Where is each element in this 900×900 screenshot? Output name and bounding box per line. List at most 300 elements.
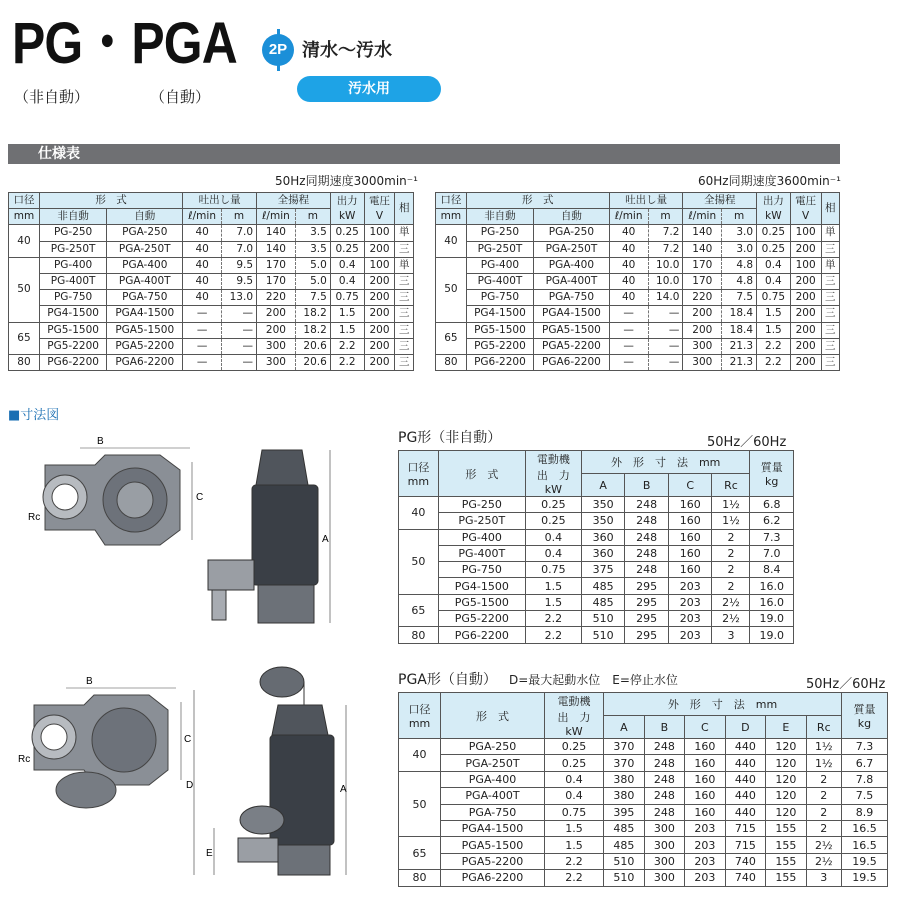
cell-auto-model: PGA5-1500 (534, 322, 610, 338)
cell-auto-model: PGA-250 (107, 225, 183, 241)
cell-non-auto-model: PG5-1500 (39, 322, 106, 338)
label-Rc: Rc (18, 754, 31, 765)
cell-b: 248 (625, 562, 669, 578)
cell-voltage: 200 (790, 241, 821, 257)
cell-model: PGA-750 (441, 804, 545, 820)
cell-output: 0.4 (330, 273, 364, 289)
cell-kg: 19.0 (750, 627, 794, 643)
cell-head: 20.6 (295, 338, 330, 354)
th-A: A (581, 474, 625, 497)
table-row (436, 273, 840, 289)
table-row (399, 513, 794, 529)
th-non-auto: 非自動 (39, 209, 106, 225)
cell-b: 248 (644, 755, 685, 771)
cell-kw: 1.5 (525, 578, 581, 594)
cell-output: 0.25 (330, 225, 364, 241)
cell-kw: 2.2 (544, 853, 603, 869)
cell-non-auto-model: PG-250T (466, 241, 533, 257)
cell-output: 0.4 (757, 257, 791, 273)
cell-head: 10.0 (648, 257, 683, 273)
cell-c: 203 (668, 611, 712, 627)
cell-bore: 50 (399, 771, 441, 837)
cell-model: PGA-250T (441, 755, 545, 771)
th-outer: 外 形 寸 法 mm (604, 693, 842, 716)
cell-model: PG4-1500 (438, 578, 525, 594)
cell-d: 440 (725, 804, 766, 820)
cell-discharge: 40 (609, 273, 648, 289)
th-output: 出力 kW (757, 193, 791, 225)
cell-kg: 7.5 (841, 788, 887, 804)
cell-bore: 50 (9, 257, 40, 322)
cell-discharge: 40 (183, 273, 222, 289)
cell-head: 7.2 (648, 241, 683, 257)
table-row (399, 837, 888, 853)
cell-a: 510 (604, 870, 645, 886)
cell-bore: 65 (9, 322, 40, 354)
dimension-heading: ■ 寸法図 (8, 404, 59, 423)
cell-discharge: 200 (257, 322, 296, 338)
cell-c: 160 (668, 497, 712, 513)
cell-non-auto-model: PG-250T (39, 241, 106, 257)
cell-phase: 三 (395, 306, 414, 322)
cell-kw: 2.2 (525, 627, 581, 643)
table-row (399, 853, 888, 869)
table-row (399, 545, 794, 561)
cell-c: 160 (668, 513, 712, 529)
cell-kw: 2.2 (525, 611, 581, 627)
cell-c: 203 (685, 837, 726, 853)
cell-non-auto-model: PG4-1500 (39, 306, 106, 322)
cell-head: 18.4 (722, 322, 757, 338)
th-head: 全揚程 (257, 193, 331, 209)
cell-output: 1.5 (330, 306, 364, 322)
cell-model: PGA-400T (441, 788, 545, 804)
cell-d: 440 (725, 739, 766, 755)
cell-b: 248 (625, 545, 669, 561)
table-row (399, 820, 888, 836)
cell-discharge: 140 (683, 225, 722, 241)
cell-e: 120 (766, 771, 807, 787)
cell-e: 120 (766, 739, 807, 755)
cell-a: 350 (581, 513, 625, 529)
pga-dimension-figure (16, 660, 386, 890)
th-model: 形 式 (466, 193, 609, 209)
cell-phase: 三 (821, 322, 839, 338)
th-B: B (644, 716, 685, 739)
cell-rc: 3 (712, 627, 750, 643)
th-head-unit: m (722, 209, 757, 225)
cell-discharge: — (183, 322, 222, 338)
cell-rc: 2 (806, 788, 841, 804)
cell-discharge: — (609, 322, 648, 338)
pg-dimension-figure (20, 430, 390, 640)
table-row (399, 497, 794, 513)
th-phase: 相 (821, 193, 839, 225)
table-row (9, 338, 414, 354)
cell-bore: 40 (399, 739, 441, 772)
cell-head: 5.0 (295, 273, 330, 289)
th-head-unit: m (222, 209, 257, 225)
table-row (436, 306, 840, 322)
cell-discharge: 300 (257, 354, 296, 370)
cell-bore: 80 (9, 354, 40, 370)
cell-non-auto-model: PG6-2200 (39, 354, 106, 370)
cell-discharge: 200 (683, 306, 722, 322)
cell-kw: 0.75 (544, 804, 603, 820)
table-row (9, 306, 414, 322)
cell-kg: 6.2 (750, 513, 794, 529)
cell-discharge: 40 (609, 257, 648, 273)
cell-head: 4.8 (722, 257, 757, 273)
cell-head: 3.0 (722, 241, 757, 257)
pga-dims-title: PGA形（自動） (398, 672, 497, 688)
pg-dims-title: PG形（非自動） (398, 430, 502, 446)
cell-auto-model: PGA-250T (534, 241, 610, 257)
cell-head: — (222, 306, 257, 322)
cell-bore: 40 (399, 497, 439, 530)
th-motor-output: 電動機 出 力 kW (525, 451, 581, 497)
cell-discharge: 40 (183, 241, 222, 257)
table-row (399, 611, 794, 627)
cell-output: 0.75 (757, 290, 791, 306)
table-row (9, 257, 414, 273)
cell-output: 2.2 (330, 354, 364, 370)
th-voltage: 電圧 V (364, 193, 395, 225)
cell-bore: 40 (436, 225, 467, 257)
table-row (436, 225, 840, 241)
table-row (399, 627, 794, 643)
cell-rc: 1½ (712, 513, 750, 529)
table-row (399, 594, 794, 610)
cell-c: 160 (685, 755, 726, 771)
cell-kw: 1.5 (525, 594, 581, 610)
th-bore-unit: mm (9, 209, 40, 225)
th-B: B (625, 474, 669, 497)
cell-non-auto-model: PG-750 (39, 290, 106, 306)
subtitle-auto: （自動） (150, 88, 211, 106)
cell-voltage: 200 (790, 322, 821, 338)
cell-model: PG5-1500 (438, 594, 525, 610)
cell-kw: 0.4 (525, 529, 581, 545)
cell-rc: 2 (712, 562, 750, 578)
table-row (436, 322, 840, 338)
cell-discharge: 40 (609, 225, 648, 241)
cell-voltage: 200 (364, 306, 395, 322)
cell-model: PGA-250 (441, 739, 545, 755)
cell-output: 2.2 (330, 338, 364, 354)
cell-kw: 0.25 (525, 497, 581, 513)
th-outer: 外 形 寸 法 mm (581, 451, 750, 474)
th-bore: 口径 mm (399, 451, 439, 497)
spec50-hz-label: 50Hz同期速度3000min⁻¹ (275, 174, 418, 188)
cell-kw: 1.5 (544, 820, 603, 836)
cell-bore: 50 (399, 529, 439, 594)
cell-model: PGA-400 (441, 771, 545, 787)
cell-head: 18.4 (722, 306, 757, 322)
th-auto: 自動 (107, 209, 183, 225)
cell-discharge: 300 (683, 354, 722, 370)
pga-side-view (194, 667, 346, 875)
cell-a: 370 (604, 739, 645, 755)
label-C: C (184, 734, 192, 745)
cell-non-auto-model: PG6-2200 (466, 354, 533, 370)
cell-output: 2.2 (757, 354, 791, 370)
table-row (9, 241, 414, 257)
label-Rc: Rc (28, 512, 41, 523)
cell-auto-model: PGA-250T (107, 241, 183, 257)
cell-voltage: 200 (364, 273, 395, 289)
cell-rc: 2½ (806, 853, 841, 869)
cell-bore: 65 (399, 594, 439, 627)
two-pole-badge: 2P (262, 34, 294, 66)
pg-side-view (208, 450, 330, 623)
cell-auto-model: PGA5-1500 (107, 322, 183, 338)
cell-kg: 7.3 (841, 739, 887, 755)
th-mass: 質量 kg (750, 451, 794, 497)
cell-rc: 2 (806, 820, 841, 836)
cell-non-auto-model: PG5-2200 (39, 338, 106, 354)
table-row (436, 338, 840, 354)
cell-output: 0.25 (330, 241, 364, 257)
spec-table-50hz (8, 192, 414, 371)
cell-c: 203 (685, 870, 726, 886)
cell-voltage: 200 (364, 338, 395, 354)
th-bore-unit: mm (436, 209, 467, 225)
cell-phase: 三 (395, 322, 414, 338)
cell-phase: 三 (395, 290, 414, 306)
th-bore: 口径 mm (399, 693, 441, 739)
cell-b: 295 (625, 578, 669, 594)
cell-c: 160 (685, 804, 726, 820)
cell-a: 485 (581, 594, 625, 610)
th-auto: 自動 (534, 209, 610, 225)
label-B: B (97, 436, 104, 447)
cell-a: 485 (581, 578, 625, 594)
th-bore: 口径 (436, 193, 467, 209)
cell-kw: 0.25 (544, 755, 603, 771)
cell-auto-model: PGA-750 (107, 290, 183, 306)
cell-discharge: 170 (257, 257, 296, 273)
cell-b: 248 (644, 771, 685, 787)
cell-auto-model: PGA4-1500 (534, 306, 610, 322)
cell-auto-model: PGA4-1500 (107, 306, 183, 322)
pg-dims-table (398, 450, 794, 644)
cell-output: 0.25 (757, 241, 791, 257)
th-discharge-unit: ℓ/min (257, 209, 296, 225)
th-discharge-unit: ℓ/min (183, 209, 222, 225)
cell-d: 740 (725, 870, 766, 886)
cell-discharge: — (183, 338, 222, 354)
table-row (399, 771, 888, 787)
table-row (399, 739, 888, 755)
cell-rc: 2 (712, 545, 750, 561)
cell-rc: 2 (712, 578, 750, 594)
table-row (9, 225, 414, 241)
cell-kg: 19.0 (750, 611, 794, 627)
cell-c: 160 (668, 529, 712, 545)
cell-a: 360 (581, 545, 625, 561)
table-row (9, 354, 414, 370)
cell-auto-model: PGA5-2200 (107, 338, 183, 354)
cell-head: 9.5 (222, 273, 257, 289)
cell-head: — (648, 322, 683, 338)
cell-rc: 1½ (806, 755, 841, 771)
table-row (399, 870, 888, 886)
cell-model: PG-250 (438, 497, 525, 513)
cell-a: 370 (604, 755, 645, 771)
cell-head: 3.5 (295, 241, 330, 257)
table-row (9, 273, 414, 289)
cell-e: 155 (766, 853, 807, 869)
cell-b: 300 (644, 820, 685, 836)
cell-kg: 7.3 (750, 529, 794, 545)
cell-discharge: — (183, 306, 222, 322)
label-B: B (86, 676, 93, 687)
cell-discharge: — (609, 354, 648, 370)
th-E: E (766, 716, 807, 739)
cell-kg: 16.0 (750, 578, 794, 594)
cell-c: 203 (668, 594, 712, 610)
cell-discharge: 40 (183, 257, 222, 273)
cell-head: — (648, 338, 683, 354)
cell-b: 248 (625, 513, 669, 529)
cell-voltage: 100 (364, 257, 395, 273)
pga-top-view (32, 688, 181, 808)
cell-auto-model: PGA-400 (107, 257, 183, 273)
cell-non-auto-model: PG-400 (466, 257, 533, 273)
cell-voltage: 200 (364, 290, 395, 306)
cell-voltage: 200 (790, 273, 821, 289)
cell-voltage: 200 (364, 241, 395, 257)
cell-model: PGA4-1500 (441, 820, 545, 836)
cell-non-auto-model: PG-250 (39, 225, 106, 241)
th-discharge-unit: ℓ/min (683, 209, 722, 225)
label-D: D (186, 780, 194, 791)
cell-phase: 三 (395, 338, 414, 354)
pg-top-view (43, 448, 192, 545)
th-model: 形 式 (438, 451, 525, 497)
cell-a: 485 (604, 837, 645, 853)
cell-discharge: 200 (257, 306, 296, 322)
cell-auto-model: PGA6-2200 (107, 354, 183, 370)
th-C: C (685, 716, 726, 739)
cell-discharge: 170 (257, 273, 296, 289)
label-A: A (322, 534, 329, 545)
label-E: E (206, 848, 213, 859)
cell-bore: 80 (436, 354, 467, 370)
th-head-unit: m (648, 209, 683, 225)
cell-a: 510 (581, 627, 625, 643)
th-model: 形 式 (39, 193, 182, 209)
cell-discharge: 200 (683, 322, 722, 338)
cell-a: 375 (581, 562, 625, 578)
sewage-use-pill: 汚水用 (297, 76, 441, 102)
cell-b: 300 (644, 853, 685, 869)
cell-kg: 7.0 (750, 545, 794, 561)
cell-head: 7.2 (648, 225, 683, 241)
cell-non-auto-model: PG4-1500 (466, 306, 533, 322)
cell-non-auto-model: PG5-1500 (466, 322, 533, 338)
cell-head: 18.2 (295, 306, 330, 322)
spec60-hz-label: 60Hz同期速度3600min⁻¹ (698, 174, 841, 188)
cell-non-auto-model: PG-250 (466, 225, 533, 241)
cell-kg: 8.9 (841, 804, 887, 820)
cell-non-auto-model: PG-400T (466, 273, 533, 289)
cell-bore: 65 (436, 322, 467, 354)
cell-auto-model: PGA-250 (534, 225, 610, 241)
cell-head: 7.5 (722, 290, 757, 306)
cell-auto-model: PGA-400T (107, 273, 183, 289)
cell-voltage: 200 (790, 338, 821, 354)
cell-voltage: 100 (790, 257, 821, 273)
spec-table-60hz (435, 192, 840, 371)
cell-model: PG6-2200 (438, 627, 525, 643)
cell-output: 0.25 (757, 225, 791, 241)
cell-kg: 6.7 (841, 755, 887, 771)
product-title: PG・PGA (12, 11, 237, 76)
cell-non-auto-model: PG5-2200 (466, 338, 533, 354)
th-model: 形 式 (441, 693, 545, 739)
cell-b: 248 (625, 497, 669, 513)
th-motor-output: 電動機 出 力 kW (544, 693, 603, 739)
cell-phase: 三 (821, 306, 839, 322)
cell-c: 203 (668, 627, 712, 643)
cell-head: — (222, 322, 257, 338)
cell-output: 1.5 (757, 322, 791, 338)
cell-c: 160 (668, 545, 712, 561)
cell-kg: 6.8 (750, 497, 794, 513)
cell-phase: 三 (821, 290, 839, 306)
cell-kg: 7.8 (841, 771, 887, 787)
cell-d: 440 (725, 755, 766, 771)
th-mass: 質量 kg (841, 693, 887, 739)
cell-discharge: 300 (257, 338, 296, 354)
cell-kw: 0.25 (525, 513, 581, 529)
cell-kw: 0.4 (544, 771, 603, 787)
cell-a: 510 (604, 853, 645, 869)
spec-section-bar: 仕様表 (8, 144, 840, 164)
cell-head: 7.5 (295, 290, 330, 306)
cell-kw: 0.75 (525, 562, 581, 578)
label-C: C (196, 492, 204, 503)
th-phase: 相 (395, 193, 414, 225)
cell-head: 9.5 (222, 257, 257, 273)
cell-b: 248 (644, 788, 685, 804)
cell-c: 203 (668, 578, 712, 594)
cell-head: 7.0 (222, 241, 257, 257)
cell-output: 0.4 (330, 257, 364, 273)
cell-voltage: 200 (790, 306, 821, 322)
cell-kg: 8.4 (750, 562, 794, 578)
subtitle-non-auto: （非自動） (14, 88, 90, 106)
th-output: 出力 kW (330, 193, 364, 225)
cell-bore: 80 (399, 627, 439, 643)
table-row (399, 578, 794, 594)
cell-phase: 三 (821, 241, 839, 257)
cell-rc: 3 (806, 870, 841, 886)
cell-a: 395 (604, 804, 645, 820)
cell-a: 360 (581, 529, 625, 545)
cell-e: 120 (766, 755, 807, 771)
pg-dims-hz: 50Hz／60Hz (707, 435, 787, 450)
cell-d: 440 (725, 771, 766, 787)
cell-discharge: 40 (183, 225, 222, 241)
cell-phase: 単 (821, 257, 839, 273)
cell-discharge: 40 (183, 290, 222, 306)
cell-phase: 三 (395, 273, 414, 289)
cell-head: 21.3 (722, 338, 757, 354)
cell-kg: 16.5 (841, 820, 887, 836)
